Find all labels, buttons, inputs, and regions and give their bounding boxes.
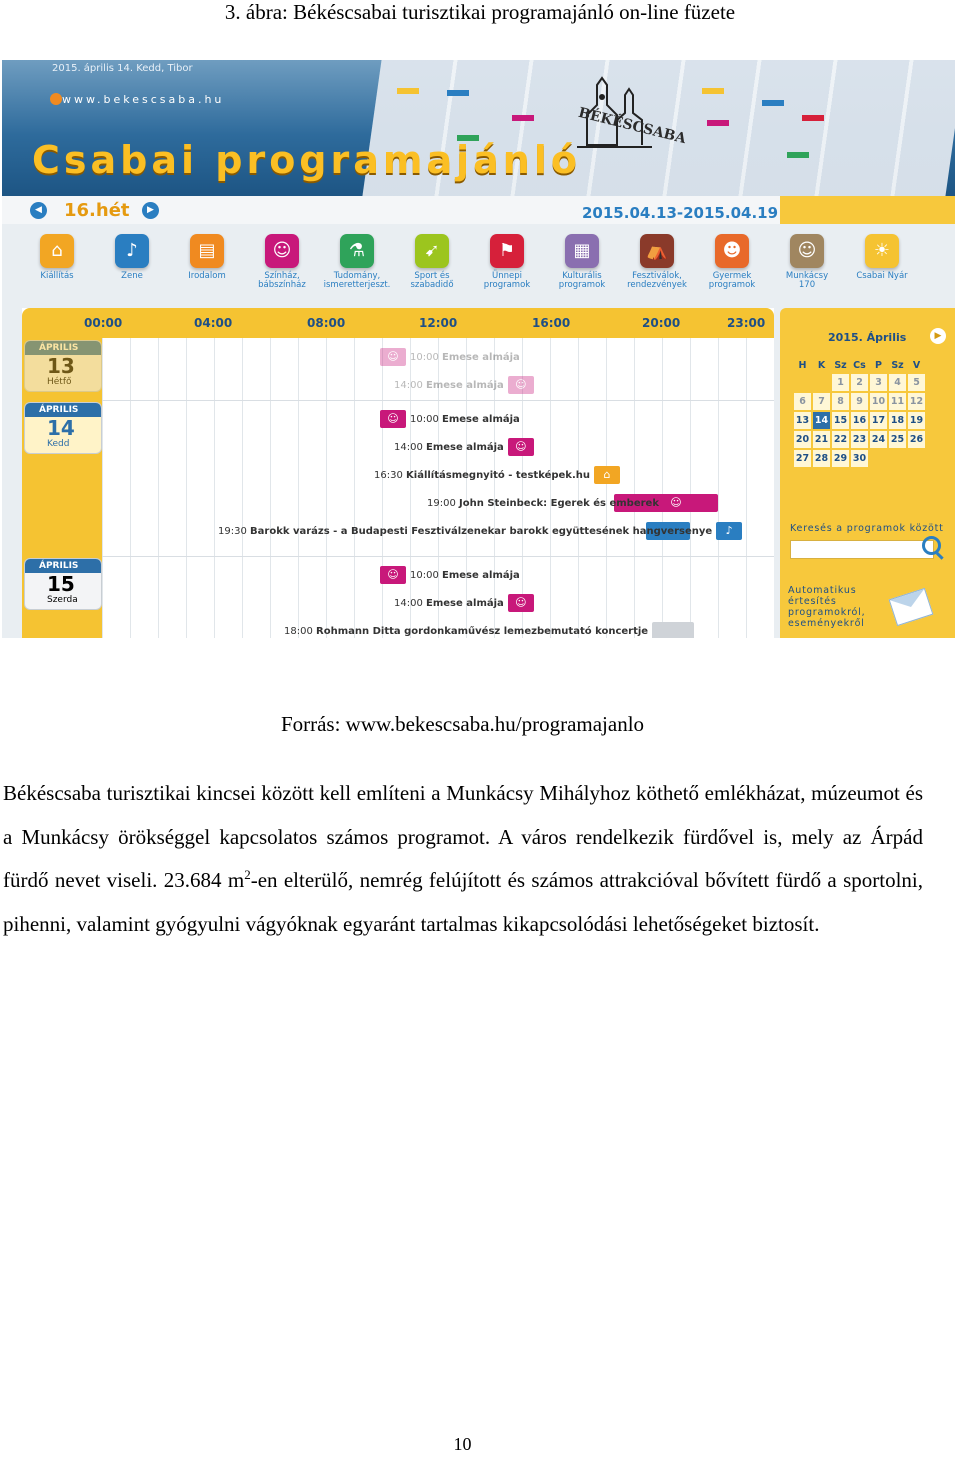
category-2[interactable] [172, 230, 242, 281]
current-date: 2015. április 14. Kedd, Tibor [52, 63, 193, 74]
tent-icon: ⛺ [640, 234, 674, 268]
category-label: Színház, bábszínház [258, 271, 306, 290]
month-calendar [792, 356, 927, 469]
event-item[interactable]: 19:30 Barokk varázs - a Budapesti Fesztiválzenekar barokk együttesének hangversenye ♪ [218, 522, 742, 540]
event-item[interactable]: 16:30 Kiállításmegnyitó - testképek.hu ⌂ [374, 466, 620, 484]
calendar-day[interactable]: 21 [813, 431, 830, 448]
body-paragraph: Békéscsaba turisztikai kincsei között kell említeni a Munkácsy Mihályhoz köthető emlékházat, múzeumot és a Munkácsy örökséggel kapcsolatos számos programot. A város rendelkezik fürdővel is, mely az Árpád fürdő nevet viseli. 23.684 $m^2-en$ elterülő, nemrég felújított és számos attrakcióval bővített fürdő a sportolni, pihenni, valamint gyógyulni vágyóknak egyaránt tartalmas kikapcsolódási lehetőségeket biztosít. [3, 781, 924, 936]
day-card-monday[interactable]: ÁPRILIS 13 Hétfő [24, 340, 102, 392]
search-label: Keresés a programok között [790, 523, 944, 534]
category-4[interactable] [322, 230, 392, 290]
calendar-day[interactable]: 22 [832, 431, 849, 448]
calendar-day[interactable]: 6 [794, 393, 811, 410]
weekday-header: V [912, 359, 921, 371]
theater-masks-icon: ☺ [508, 376, 534, 394]
event-item[interactable]: 14:00 Emese almája ☺ [394, 376, 534, 394]
calendar-day[interactable]: 20 [794, 431, 811, 448]
category-label: Fesztiválok, rendezvények [627, 271, 687, 290]
hour-label: 23:00 [727, 316, 766, 330]
calendar-day[interactable]: 12 [908, 393, 925, 410]
sun-icon: ☀ [865, 234, 899, 268]
book-icon: ▤ [190, 234, 224, 268]
calendar-day[interactable]: 18 [889, 412, 906, 429]
figure-source: Forrás: www.bekescsaba.hu/programajanlo [280, 712, 645, 736]
site-title: Csabai programajánló [32, 138, 581, 182]
day-card-tuesday[interactable]: ÁPRILIS 14 Kedd [24, 402, 102, 454]
calendar-day[interactable]: 19 [908, 412, 925, 429]
theater-masks-icon: ☺ [380, 410, 406, 428]
date-range-highlight [780, 196, 955, 224]
calendar-day[interactable]: 11 [889, 393, 906, 410]
event-item[interactable]: ☺ 10:00 Emese almája [380, 410, 520, 428]
event-item[interactable]: ☺ 10:00 Emese almája [380, 348, 520, 366]
category-label: Munkácsy 170 [785, 271, 829, 290]
calendar-day[interactable]: 3 [870, 374, 887, 391]
site-url-link[interactable]: www.bekescsaba.hu [62, 93, 225, 106]
calendar-empty-cell [889, 450, 906, 467]
building-icon: ▦ [565, 234, 599, 268]
calendar-day[interactable]: 30 [851, 450, 868, 467]
theater-masks-icon: ☺ [265, 234, 299, 268]
calendar-day[interactable]: 24 [870, 431, 887, 448]
calendar-day[interactable]: 23 [851, 431, 868, 448]
calendar-day[interactable]: 17 [870, 412, 887, 429]
category-5[interactable] [397, 230, 467, 290]
event-item[interactable]: 14:00 Emese almája ☺ [394, 438, 534, 456]
weekday-header: Sz [834, 359, 847, 371]
category-9[interactable] [697, 230, 767, 290]
date-range: 2015.04.13-2015.04.19 [582, 204, 779, 222]
event-icon-placeholder [652, 622, 694, 638]
calendar-day[interactable]: 9 [851, 393, 868, 410]
hour-label: 04:00 [194, 316, 233, 330]
figure-caption: 3. ábra: Békéscsabai turisztikai programajánló on-line füzete [224, 0, 736, 24]
calendar-day[interactable]: 7 [813, 393, 830, 410]
calendar-day[interactable]: 4 [889, 374, 906, 391]
calendar-day[interactable]: 5 [908, 374, 925, 391]
category-3[interactable] [247, 230, 317, 290]
event-item[interactable]: 19:00 John Steinbeck: Egerek és emberek ☺ [427, 494, 689, 512]
calendar-empty-cell [908, 450, 925, 467]
weekday-header: P [875, 359, 882, 371]
category-label: Irodalom [188, 271, 226, 281]
hour-label: 12:00 [419, 316, 458, 330]
hour-label: 00:00 [84, 316, 123, 330]
calendar-day[interactable]: 10 [870, 393, 887, 410]
category-label: Tudomány, ismeretterjeszt. [323, 271, 391, 290]
theater-masks-icon: ☺ [380, 566, 406, 584]
website-screenshot [2, 60, 955, 638]
calendar-day[interactable]: 25 [889, 431, 906, 448]
category-label: Ünnepi programok [483, 271, 531, 290]
microscope-icon: ⚗ [340, 234, 374, 268]
calendar-empty-cell [794, 374, 811, 391]
music-icon: ♪ [716, 522, 742, 540]
category-8[interactable] [622, 230, 692, 290]
site-header-banner [2, 60, 955, 196]
day-card-wednesday[interactable]: ÁPRILIS 15 Szerda [24, 558, 102, 610]
calendar-day[interactable]: 1 [832, 374, 849, 391]
search-icon[interactable] [922, 536, 941, 555]
flag-icon: ⚑ [490, 234, 524, 268]
envelope-icon[interactable] [889, 588, 934, 626]
timeline [22, 308, 774, 638]
event-item[interactable]: 14:00 Emese almája ☺ [394, 594, 534, 612]
calendar-day[interactable]: 16 [851, 412, 868, 429]
children-icon: ☻ [715, 234, 749, 268]
weekday-header: Cs [853, 359, 866, 371]
theater-masks-icon: ☺ [508, 438, 534, 456]
calendar-day[interactable]: 27 [794, 450, 811, 467]
category-label: Zene [121, 271, 143, 281]
calendar-empty-cell [870, 450, 887, 467]
calendar-day[interactable]: 15 [832, 412, 849, 429]
hour-label: 20:00 [642, 316, 681, 330]
notification-link[interactable]: Automatikus értesítés programokról, eseményekről [788, 585, 866, 629]
theater-masks-icon: ☺ [380, 348, 406, 366]
weekday-header: K [817, 359, 826, 371]
category-10[interactable] [772, 230, 842, 290]
category-6[interactable] [472, 230, 542, 290]
calendar-day[interactable]: 29 [832, 450, 849, 467]
weekday-header: H [798, 359, 807, 371]
category-11[interactable] [847, 230, 917, 281]
category-label: Gyermek programok [708, 271, 756, 290]
brand-logo-text: BÉKÉSCSABA [576, 104, 688, 148]
category-label: Sport és szabadidő [410, 271, 454, 290]
category-label: Kulturális programok [558, 271, 606, 290]
runner-icon: ➹ [415, 234, 449, 268]
next-month-button[interactable]: ▶ [930, 328, 946, 344]
museum-icon: ⌂ [594, 466, 620, 484]
category-bar [22, 230, 937, 300]
music-icon: ♪ [115, 234, 149, 268]
category-7[interactable] [547, 230, 617, 290]
calendar-day[interactable]: 8 [832, 393, 849, 410]
calendar-day[interactable]: 28 [813, 450, 830, 467]
event-item[interactable]: 18:00 Rohmann Ditta gordonkaművész lemezbemutató koncertje [284, 622, 694, 638]
calendar-day[interactable]: 14 [813, 412, 830, 429]
category-1[interactable] [97, 230, 167, 281]
calendar-empty-cell [813, 374, 830, 391]
page-number: 10 [453, 1434, 472, 1454]
calendar-day[interactable]: 2 [851, 374, 868, 391]
weekday-header: Sz [891, 359, 904, 371]
hour-label: 08:00 [307, 316, 346, 330]
globe-icon [50, 93, 62, 105]
event-item[interactable]: ☺ 10:00 Emese almája [380, 566, 520, 584]
program-search-input[interactable] [790, 540, 934, 559]
category-label: Kiállítás [40, 271, 74, 281]
category-0[interactable] [22, 230, 92, 281]
portrait-icon: ☺ [790, 234, 824, 268]
next-week-button[interactable]: ▶ [142, 202, 159, 219]
theater-masks-icon: ☺ [508, 594, 534, 612]
calendar-day[interactable]: 26 [908, 431, 925, 448]
category-label: Csabai Nyár [856, 271, 908, 281]
museum-icon: ⌂ [40, 234, 74, 268]
calendar-panel [780, 308, 955, 638]
theater-masks-icon: ☺ [663, 494, 689, 512]
prev-week-button[interactable]: ◀ [30, 202, 47, 219]
calendar-day[interactable]: 13 [794, 412, 811, 429]
week-label: 16.hét [64, 200, 130, 221]
calendar-month-title: 2015. Április [828, 331, 907, 344]
hour-label: 16:00 [532, 316, 571, 330]
